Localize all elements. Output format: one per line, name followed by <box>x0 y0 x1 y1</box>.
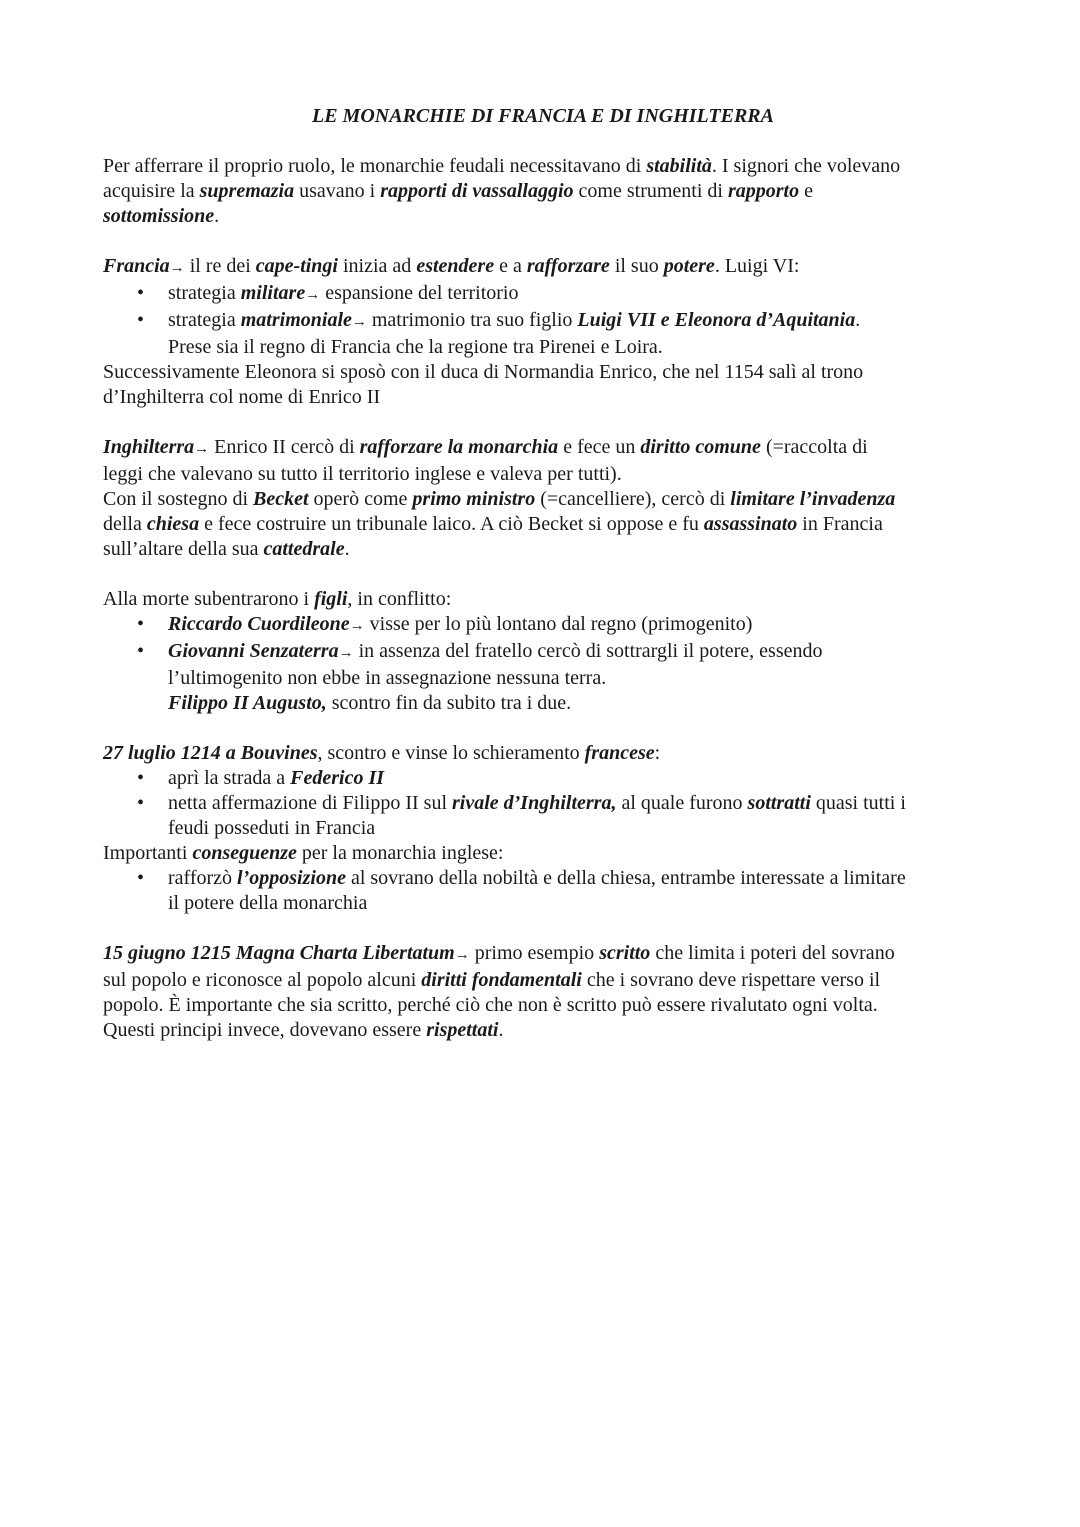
arrow-icon: → <box>351 314 367 330</box>
figli-bullet-list <box>103 612 983 691</box>
document-page <box>103 104 983 1068</box>
text-run: operò come <box>308 488 413 510</box>
text-run: Alla morte subentrarono i <box>103 588 315 610</box>
bullet-icon: • <box>137 792 145 814</box>
text-run: popolo. È importante che sia scritto, perché ciò che non è scritto può essere rivalutato ogni volta. <box>103 994 878 1016</box>
emphasis-text: cape-tingi <box>255 255 338 277</box>
text-run: e fece un <box>558 436 641 458</box>
emphasis-text: assassinato <box>703 513 798 535</box>
bullet-line <box>168 639 983 666</box>
text-run: acquisire la <box>103 180 200 202</box>
emphasis-text: primo ministro <box>412 488 536 510</box>
emphasis-text: Riccardo Cuordileone <box>168 613 350 635</box>
text-run: sul popolo e riconosce al popolo alcuni <box>103 969 422 991</box>
emphasis-text: Francia <box>103 255 170 277</box>
text-run: Questi principi invece, dovevano essere <box>103 1019 427 1041</box>
emphasis-text: estendere <box>416 255 495 277</box>
text-run: . <box>855 309 861 331</box>
text-run: aprì la strada a <box>168 767 291 789</box>
emphasis-text: Filippo II Augusto, <box>168 692 327 714</box>
arrow-icon: → <box>305 287 321 303</box>
text-line <box>103 537 983 562</box>
emphasis-text: rapporto <box>727 180 800 202</box>
emphasis-text: limitare l’invadenza <box>730 488 896 510</box>
text-run: d’Inghilterra col nome di Enrico II <box>103 386 381 408</box>
emphasis-text: cattedrale <box>263 538 345 560</box>
text-run: strategia <box>168 309 241 331</box>
magna-charta-paragraph <box>103 941 983 1043</box>
text-line <box>103 993 983 1018</box>
bullet-icon: • <box>137 613 145 635</box>
text-line <box>103 462 983 487</box>
text-run: feudi posseduti in Francia <box>168 817 376 839</box>
text-run: . <box>214 205 220 227</box>
text-line <box>103 435 983 462</box>
text-run: leggi che valevano su tutto il territorio inglese e valeva per tutti). <box>103 463 622 485</box>
emphasis-text: scritto <box>599 942 651 964</box>
emphasis-text: rafforzare la monarchia <box>359 436 559 458</box>
text-run: della <box>103 513 147 535</box>
text-run: per la monarchia inglese: <box>296 842 504 864</box>
arrow-icon: → <box>338 645 354 661</box>
consequences-bullet-list <box>103 866 983 916</box>
text-run: il suo <box>609 255 664 277</box>
intro-paragraph <box>103 154 983 229</box>
francia-bullet-list <box>103 281 983 360</box>
bullet-icon: • <box>137 867 145 889</box>
emphasis-text: sottomissione <box>103 205 215 227</box>
bullet-item <box>103 766 983 791</box>
text-line <box>103 487 983 512</box>
emphasis-text: conseguenze <box>192 842 297 864</box>
bullet-line <box>168 791 983 816</box>
emphasis-text: sottratti <box>747 792 811 814</box>
bullet-line <box>168 891 983 916</box>
document-title: LE MONARCHIE DI FRANCIA E DI INGHILTERRA <box>312 105 774 127</box>
emphasis-text: Becket <box>253 488 309 510</box>
text-line <box>103 968 983 993</box>
emphasis-text: militare <box>240 282 306 304</box>
bullet-item <box>103 308 983 360</box>
text-run: strategia <box>168 282 241 304</box>
text-run: rafforzò <box>168 867 238 889</box>
bullet-icon: • <box>137 309 145 331</box>
bullet-icon: • <box>137 640 145 662</box>
emphasis-text: rapporti di vassallaggio <box>380 180 574 202</box>
text-line <box>103 385 983 410</box>
text-run: il potere della monarchia <box>168 892 368 914</box>
bullet-line <box>168 816 983 841</box>
text-run: come strumenti di <box>573 180 728 202</box>
bouvines-heading <box>103 741 983 766</box>
bullet-line <box>168 666 983 691</box>
emphasis-text: potere <box>663 255 715 277</box>
arrow-icon: → <box>349 618 365 634</box>
bouvines-bullet-list <box>103 766 983 841</box>
text-run: netta affermazione di Filippo II sul <box>168 792 452 814</box>
text-run: Prese sia il regno di Francia che la regione tra Pirenei e Loira. <box>168 336 663 358</box>
bullet-line <box>168 281 983 308</box>
text-line <box>103 360 983 385</box>
emphasis-text: Federico II <box>290 767 385 789</box>
text-run: . <box>344 538 350 560</box>
arrow-icon: → <box>169 260 185 276</box>
text-run: visse per lo più lontano dal regno (primogenito) <box>364 613 753 635</box>
bullet-icon: • <box>137 282 145 304</box>
arrow-icon: → <box>194 441 210 457</box>
emphasis-text: Inghilterra <box>103 436 195 458</box>
text-run: Con il sostegno di <box>103 488 254 510</box>
emphasis-text: figli <box>314 588 348 610</box>
text-run: quasi tutti i <box>810 792 906 814</box>
emphasis-text: diritti fondamentali <box>421 969 582 991</box>
text-run: . <box>498 1019 504 1041</box>
emphasis-text: Luigi VII e Eleonora d’Aquitania <box>577 309 856 331</box>
text-run: l’ultimogenito non ebbe in assegnazione nessuna terra. <box>168 667 607 689</box>
text-run: matrimonio tra suo figlio <box>366 309 578 331</box>
inghilterra-paragraph <box>103 435 983 562</box>
bouvines-section <box>103 741 983 916</box>
text-run: , in conflitto: <box>347 588 452 610</box>
text-run: : <box>654 742 661 764</box>
text-line <box>103 941 983 968</box>
emphasis-text: Giovanni Senzaterra <box>168 640 339 662</box>
arrow-icon: → <box>454 947 470 963</box>
text-run: (=raccolta di <box>760 436 868 458</box>
emphasis-text: matrimoniale <box>240 309 352 331</box>
text-line <box>103 179 983 204</box>
text-run: il re dei <box>184 255 256 277</box>
bullet-icon: • <box>137 767 145 789</box>
figli-heading <box>103 587 983 612</box>
text-run: usavano i <box>294 180 381 202</box>
text-line <box>103 204 983 229</box>
emphasis-text: rispettati <box>426 1019 499 1041</box>
text-run: e <box>799 180 813 202</box>
figli-section <box>103 587 983 716</box>
bullet-item <box>103 639 983 691</box>
text-run: sull’altare della sua <box>103 538 264 560</box>
emphasis-text: 15 giugno 1215 Magna Charta Libertatum <box>103 942 455 964</box>
text-run: che i sovrano deve rispettare verso il <box>581 969 881 991</box>
text-run: , scontro e vinse lo schieramento <box>317 742 585 764</box>
bullet-line <box>168 866 983 891</box>
emphasis-text: francese <box>584 742 655 764</box>
bullet-line <box>168 766 983 791</box>
francia-heading <box>103 254 983 281</box>
emphasis-text: rafforzare <box>526 255 610 277</box>
bullet-line <box>168 308 983 335</box>
bullet-item <box>103 866 983 916</box>
text-run: e a <box>494 255 527 277</box>
text-run: Per afferrare il proprio ruolo, le monarchie feudali necessitavano di <box>103 155 647 177</box>
text-run: (=cancelliere), cercò di <box>535 488 731 510</box>
consequences-heading <box>103 841 983 866</box>
text-run: primo esempio <box>469 942 600 964</box>
text-run: Importanti <box>103 842 193 864</box>
bullet-item <box>103 612 983 639</box>
text-line <box>103 512 983 537</box>
emphasis-text: rivale d’Inghilterra, <box>452 792 617 814</box>
emphasis-text: diritto comune <box>640 436 761 458</box>
emphasis-text: stabilità <box>646 155 712 177</box>
emphasis-text: supremazia <box>199 180 295 202</box>
francia-section <box>103 254 983 410</box>
text-run: e fece costruire un tribunale laico. A ciò Becket si oppose e fu <box>199 513 704 535</box>
emphasis-text: 27 luglio 1214 a Bouvines <box>103 742 318 764</box>
emphasis-text: l’opposizione <box>237 867 346 889</box>
text-line <box>103 154 983 179</box>
text-run: in Francia <box>797 513 883 535</box>
text-run: scontro fin da subito tra i due. <box>326 692 572 714</box>
text-run: al sovrano della nobiltà e della chiesa, entrambe interessate a limitare <box>345 867 906 889</box>
bullet-item <box>103 281 983 308</box>
bullet-line <box>168 612 983 639</box>
text-line <box>103 1018 983 1043</box>
filippo-note <box>103 691 983 716</box>
text-run: in assenza del fratello cercò di sottrargli il potere, essendo <box>353 640 823 662</box>
text-run: . Luigi VI: <box>714 255 800 277</box>
bullet-line <box>168 335 983 360</box>
emphasis-text: chiesa <box>146 513 200 535</box>
text-run: . I signori che volevano <box>711 155 901 177</box>
francia-continuation <box>103 360 983 410</box>
text-run: Enrico II cercò di <box>209 436 360 458</box>
text-run: al quale furono <box>616 792 748 814</box>
bullet-item <box>103 791 983 841</box>
text-run: Successivamente Eleonora si sposò con il duca di Normandia Enrico, che nel 1154 salì al trono <box>103 361 864 383</box>
text-run: inizia ad <box>338 255 417 277</box>
text-run: espansione del territorio <box>320 282 519 304</box>
text-run: che limita i poteri del sovrano <box>650 942 895 964</box>
